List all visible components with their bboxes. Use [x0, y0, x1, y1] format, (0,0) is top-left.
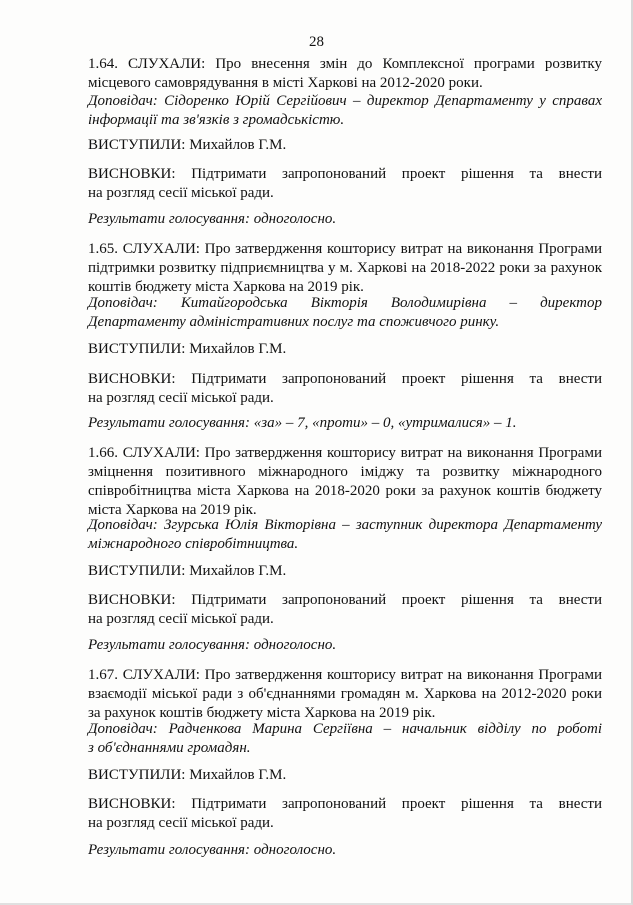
text-line: Результати голосування: одноголосно. — [88, 637, 337, 653]
text-line: ВИСТУПИЛИ: Михайлов Г.М. — [88, 563, 287, 579]
text-line: 1.64. СЛУХАЛИ: Про внесення змін до Комплексної програми розвитку — [88, 56, 602, 72]
text-line: 1.65. СЛУХАЛИ: Про затвердження кошторису витрат на виконання Програми — [88, 241, 602, 257]
agenda-item-conclusions — [88, 795, 602, 833]
text-line: Доповідач: Сідоренко Юрій Сергійович – директор Департаменту у справах — [88, 93, 602, 109]
text-line: 1.67. СЛУХАЛИ: Про затвердження кошторису витрат на виконання Програми — [88, 667, 602, 683]
text-line: Доповідач: Радченкова Марина Сергіївна – начальник відділу по роботі — [88, 721, 602, 737]
agenda-item-heard — [88, 240, 602, 297]
text-line: Результати голосування: одноголосно. — [88, 842, 337, 858]
text-line: ВИСТУПИЛИ: Михайлов Г.М. — [88, 767, 287, 783]
agenda-item-spoke — [88, 340, 602, 359]
text-line: взаємодії міської ради з об'єднаннями громадян м. Харкова на 2012-2020 роки — [88, 686, 602, 702]
agenda-item-speaker — [88, 720, 602, 758]
agenda-item-conclusions — [88, 370, 602, 408]
agenda-item-heard — [88, 666, 602, 723]
agenda-item-spoke — [88, 136, 602, 155]
agenda-item-spoke — [88, 562, 602, 581]
agenda-item-heard — [88, 55, 602, 93]
agenda-item-conclusions — [88, 165, 602, 203]
text-line: ВИСТУПИЛИ: Михайлов Г.М. — [88, 137, 287, 153]
page-number: 28 — [309, 34, 324, 50]
agenda-item-speaker — [88, 294, 602, 332]
agenda-item-spoke — [88, 766, 602, 785]
text-line: ВИСНОВКИ: Підтримати запропонований проект рішення та внести — [88, 796, 602, 812]
text-line: ВИСТУПИЛИ: Михайлов Г.М. — [88, 341, 287, 357]
agenda-item-vote — [88, 841, 602, 860]
text-line: міста Харкова на 2019 рік. — [88, 502, 257, 518]
text-line: на розгляд сесії міської ради. — [88, 611, 274, 627]
text-line: з об'єднаннями громадян. — [88, 740, 251, 756]
agenda-item-vote — [88, 210, 602, 229]
text-line: Доповідач: Китайгородська Вікторія Володимирівна – директор — [88, 295, 602, 311]
text-line: місцевого самоврядування в місті Харкові на 2012-2020 роки. — [88, 75, 483, 91]
agenda-item-vote — [88, 636, 602, 655]
text-line: міжнародного співробітництва. — [88, 536, 299, 552]
text-line: ВИСНОВКИ: Підтримати запропонований проект рішення та внести — [88, 166, 602, 182]
text-line: ВИСНОВКИ: Підтримати запропонований проект рішення та внести — [88, 371, 602, 387]
text-line: співробітництва міста Харкова на 2018-2020 роки за рахунок коштів бюджету — [88, 483, 602, 499]
agenda-item-heard — [88, 444, 602, 520]
text-line: за рахунок коштів бюджету міста Харкова на 2019 рік. — [88, 705, 436, 721]
text-line: ВИСНОВКИ: Підтримати запропонований проект рішення та внести — [88, 592, 602, 608]
text-line: 1.66. СЛУХАЛИ: Про затвердження кошторису витрат на виконання Програми — [88, 445, 602, 461]
text-line: підтримки розвитку підприємництва у м. Харкові на 2018-2022 роки за рахунок — [88, 260, 602, 276]
agenda-item-speaker — [88, 516, 602, 554]
text-line: Доповідач: Згурська Юлія Вікторівна – заступник директора Департаменту — [88, 517, 602, 533]
text-line: коштів бюджету міста Харкова на 2019 рік. — [88, 279, 364, 295]
text-line: Департаменту адміністративних послуг та споживчого ринку. — [88, 314, 500, 330]
text-line: на розгляд сесії міської ради. — [88, 185, 274, 201]
agenda-item-speaker — [88, 92, 602, 130]
text-line: зміцнення позитивного міжнародного іміджу та розвитку міжнародного — [88, 464, 602, 480]
text-line: на розгляд сесії міської ради. — [88, 815, 274, 831]
text-line: інформації та зв'язків з громадськістю. — [88, 112, 345, 128]
text-line: на розгляд сесії міської ради. — [88, 390, 274, 406]
agenda-item-conclusions — [88, 591, 602, 629]
text-line: Результати голосування: одноголосно. — [88, 211, 337, 227]
agenda-item-vote — [88, 414, 602, 433]
text-line: Результати голосування: «за» – 7, «проти» – 0, «утрималися» – 1. — [88, 415, 517, 431]
